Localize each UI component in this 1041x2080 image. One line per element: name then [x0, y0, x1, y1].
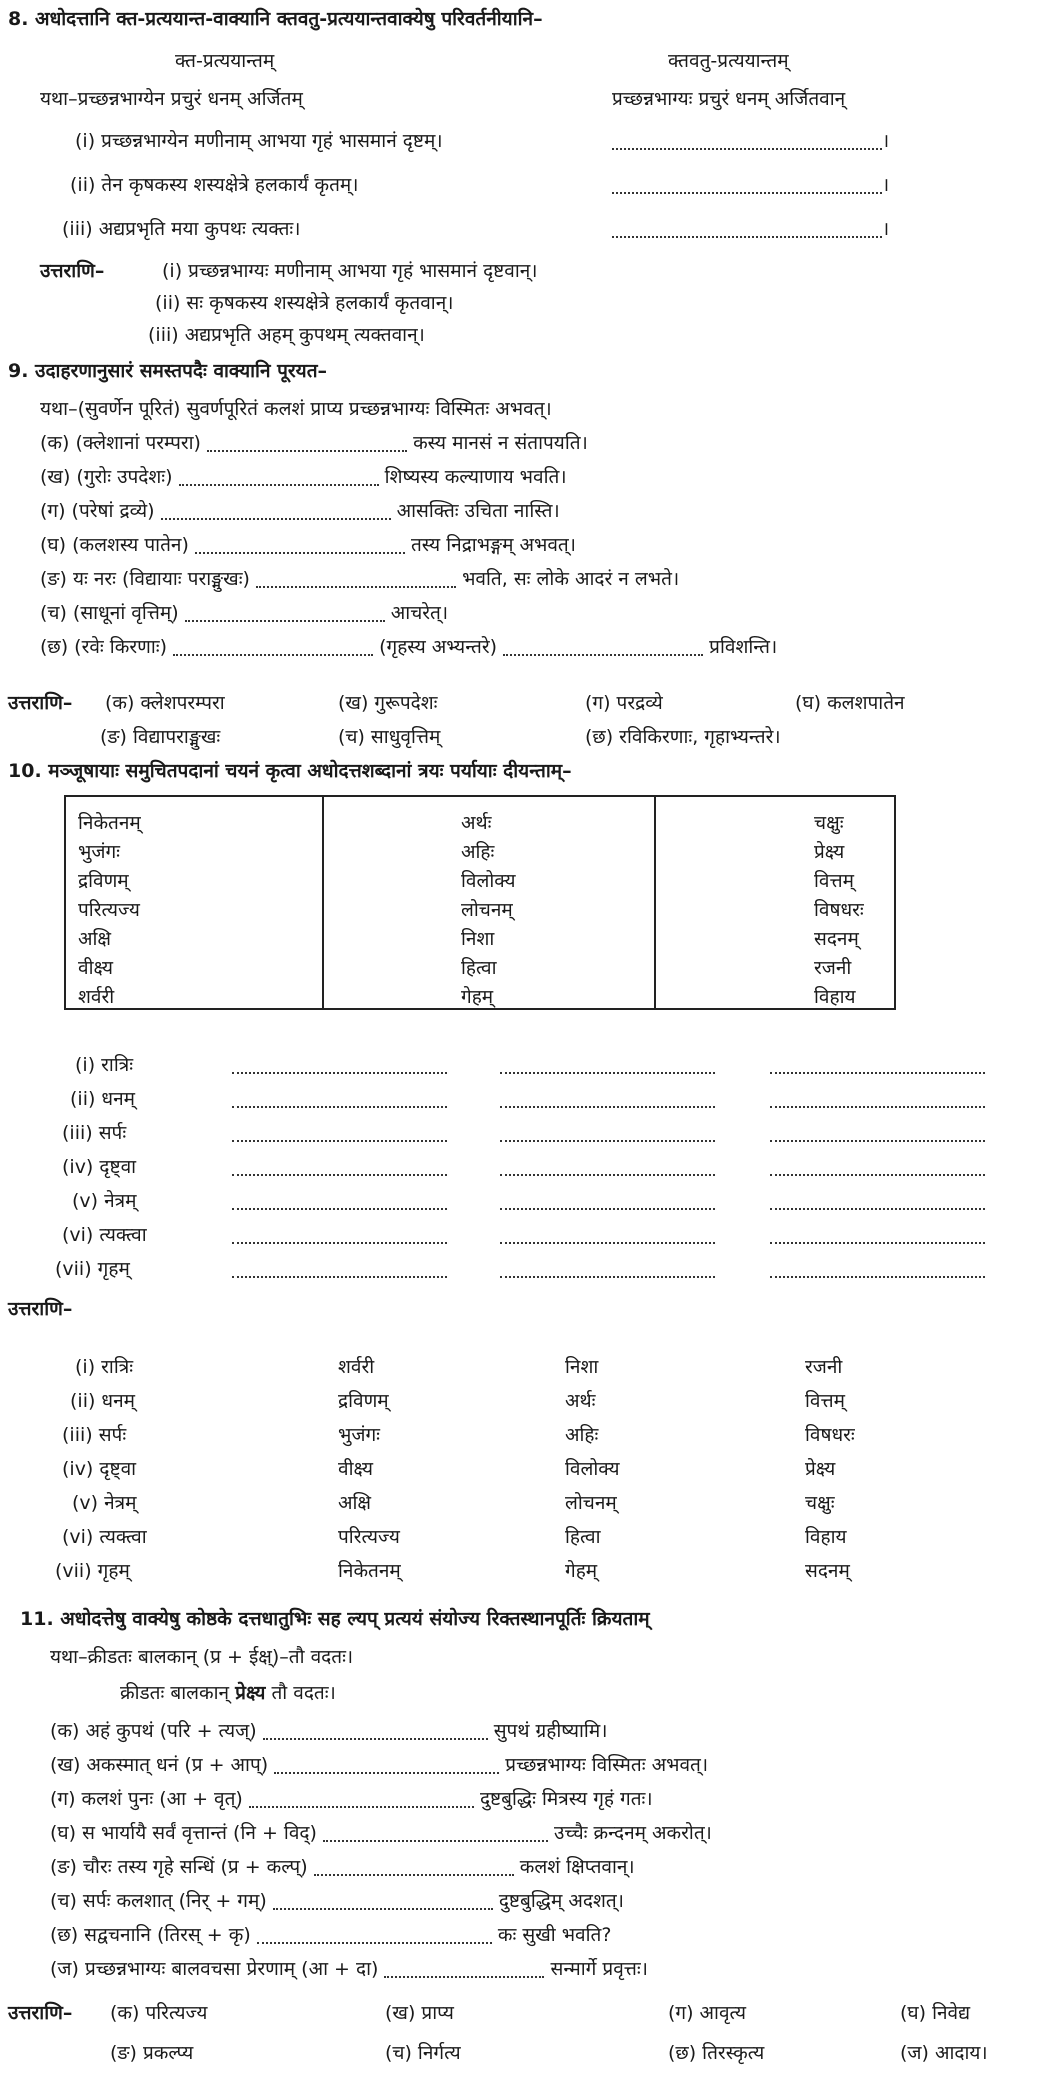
q11-item-chha: (छ) सद्वचनानि (तिरस् + कृ) कः सुखी भवति? — [50, 1924, 612, 1946]
q8-blank-2[interactable]: । — [612, 172, 889, 198]
q10-ans-6a: परित्यज्य — [338, 1526, 400, 1548]
q9-blank-chha-1[interactable] — [173, 640, 373, 656]
q11-example-2: क्रीडतः बालकान् प्रेक्ष्य तौ वदतः। — [120, 1682, 336, 1704]
box-col3-word: विहाय — [814, 986, 856, 1008]
q10-ans-word-3: (iii) सर्पः — [62, 1424, 127, 1446]
box-col3-word: वित्तम् — [814, 870, 854, 892]
q10-word-4: (iv) दृष्ट्वा — [62, 1156, 137, 1178]
q10-blank-row[interactable] — [500, 1222, 715, 1248]
q10-ans-word-5: (v) नेत्रम् — [72, 1492, 137, 1514]
q10-ans-7a: निकेतनम् — [338, 1560, 401, 1582]
q9-answer-nga: (ङ) विद्यापराङ्मुखः — [100, 726, 221, 748]
q10-blank-row[interactable] — [770, 1256, 985, 1282]
q10-ans-word-2: (ii) धनम् — [70, 1390, 136, 1412]
q8-heading: 8. अधोदत्तानि क्त-प्रत्ययान्त-वाक्यानि क्तवतु-प्रत्ययान्तवाक्येषु परिवर्तनीयानि– — [8, 8, 543, 30]
q9-item-cha: (च) (साधूनां वृत्तिम्) आचरेत्। — [40, 602, 449, 624]
word-box — [64, 795, 896, 1010]
q10-heading: 10. मञ्जूषायाः समुचितपदानां चयनं कृत्वा अधोदत्तशब्दानां त्रयः पर्यायाः दीयन्ताम्– — [8, 760, 572, 782]
box-col1-word: निकेतनम् — [78, 812, 141, 834]
q9-blank-kha[interactable] — [179, 470, 379, 486]
q11-answer-ka: (क) परित्यज्य — [110, 2002, 208, 2024]
q10-word-5: (v) नेत्रम् — [72, 1190, 137, 1212]
q9-blank-nga[interactable] — [256, 572, 456, 588]
box-col2-word: अर्थः — [461, 812, 492, 834]
q10-blank-row[interactable] — [770, 1052, 985, 1078]
q11-blank-cha[interactable] — [273, 1894, 493, 1910]
box-col1-word: परित्यज्य — [78, 899, 140, 921]
q11-blank-ja[interactable] — [384, 1962, 544, 1978]
q10-ans-4b: विलोक्य — [565, 1458, 620, 1480]
q8-col2-head: क्तवतु-प्रत्ययान्तम् — [668, 50, 789, 72]
q9-blank-chha-2[interactable] — [503, 640, 703, 656]
q10-blank-row[interactable] — [232, 1086, 447, 1112]
q11-item-kha: (ख) अकस्मात् धनं (प्र + आप्) प्रच्छन्नभाग्यः विस्मितः अभवत्। — [50, 1754, 709, 1776]
q10-blank-row[interactable] — [500, 1052, 715, 1078]
q10-ans-1c: रजनी — [805, 1356, 843, 1378]
q10-ans-word-4: (iv) दृष्ट्वा — [62, 1458, 137, 1480]
q9-blank-cha[interactable] — [185, 606, 385, 622]
q10-blank-row[interactable] — [232, 1256, 447, 1282]
q11-answers-label: उत्तराणि– — [8, 2002, 73, 2024]
q11-example-1: यथा–क्रीडतः बालकान् (प्र + ईक्ष्)–तौ वदतः। — [50, 1646, 354, 1668]
q9-item-ga: (ग) (परेषां द्रव्ये) आसक्तिः उचिता नास्ति। — [40, 500, 560, 522]
q10-blank-row[interactable] — [232, 1120, 447, 1146]
q10-ans-5c: चक्षुः — [805, 1492, 835, 1514]
q10-ans-2c: वित्तम् — [805, 1390, 845, 1412]
box-col3-word: विषधरः — [814, 899, 864, 921]
word-box-divider-2 — [654, 797, 656, 1008]
q11-answer-ga: (ग) आवृत्य — [668, 2002, 747, 2024]
q11-blank-gha[interactable] — [323, 1826, 548, 1842]
box-col1-word: द्रविणम् — [78, 870, 129, 892]
q10-ans-6c: विहाय — [805, 1526, 847, 1548]
box-col1-word: वीक्ष्य — [78, 957, 113, 979]
q8-blank-3[interactable]: । — [612, 216, 889, 242]
q8-col1-head: क्त-प्रत्ययान्तम् — [175, 50, 275, 72]
q10-ans-7b: गेहम् — [565, 1560, 598, 1582]
q11-answer-chha: (छ) तिरस्कृत्य — [668, 2042, 765, 2064]
q9-item-chha: (छ) (रवेः किरणाः) (गृहस्य अभ्यन्तरे) प्रविशन्ति। — [40, 636, 778, 658]
q10-blank-row[interactable] — [770, 1154, 985, 1180]
q8-answer-2: (ii) सः कृषकस्य शस्यक्षेत्रे हलकार्यं कृतवान्। — [155, 292, 454, 314]
q8-answer-3: (iii) अद्यप्रभृति अहम् कुपथम् त्यक्तवान्। — [148, 324, 425, 346]
q11-blank-nga[interactable] — [314, 1860, 514, 1876]
q10-word-3: (iii) सर्पः — [62, 1122, 127, 1144]
q10-ans-3c: विषधरः — [805, 1424, 855, 1446]
q9-answer-kha: (ख) गुरूपदेशः — [338, 692, 438, 714]
q11-answer-ja: (ज) आदाय। — [900, 2042, 988, 2064]
q9-blank-ga[interactable] — [161, 504, 391, 520]
q9-blank-gha[interactable] — [195, 538, 405, 554]
q8-example-left: यथा–प्रच्छन्नभाग्येन प्रचुरं धनम् अर्जितम् — [40, 88, 303, 110]
q10-answers-label: उत्तराणि– — [8, 1298, 73, 1320]
box-col2-word: लोचनम् — [461, 899, 513, 921]
q11-item-ka: (क) अहं कुपथं (परि + त्यज्) सुपथं ग्रहीष्यामि। — [50, 1720, 608, 1742]
q9-answer-cha: (च) साधुवृत्तिम् — [338, 726, 441, 748]
q9-item-gha: (घ) (कलशस्य पातेन) तस्य निद्राभङ्गम् अभवत्। — [40, 534, 576, 556]
q9-item-kha: (ख) (गुरोः उपदेशः) शिष्यस्य कल्याणाय भवति। — [40, 466, 567, 488]
q10-blank-row[interactable] — [500, 1256, 715, 1282]
box-col1-word: अक्षि — [78, 928, 112, 950]
q10-ans-1b: निशा — [565, 1356, 599, 1378]
q11-item-gha: (घ) स भार्यायै सर्वं वृत्तान्तं (नि + विद्) उच्चैः क्रन्दनम् अकरोत्। — [50, 1822, 712, 1844]
q11-answer-kha: (ख) प्राप्य — [385, 2002, 454, 2024]
q11-item-nga: (ङ) चौरः तस्य गृहे सन्धिं (प्र + कल्प्) कलशं क्षिप्तवान्। — [50, 1856, 635, 1878]
q8-example-right: प्रच्छन्नभाग्यः प्रचुरं धनम् अर्जितवान् — [612, 88, 846, 110]
q9-item-ka: (क) (क्लेशानां परम्परा) कस्य मानसं न संतापयति। — [40, 432, 588, 454]
box-col3-word: सदनम् — [814, 928, 859, 950]
q11-heading: 11. अधोदत्तेषु वाक्येषु कोष्ठके दत्तधातुभिः सह ल्यप् प्रत्ययं संयोज्य रिक्तस्थानपूर्तिः क्रियताम् — [20, 1608, 650, 1630]
q10-blank-row[interactable] — [500, 1086, 715, 1112]
q10-ans-word-1: (i) रात्रिः — [75, 1356, 134, 1378]
q9-item-nga: (ङ) यः नरः (विद्यायाः पराङ्मुखः) भवति, सः लोके आदरं न लभते। — [40, 568, 680, 590]
box-col2-word: निशा — [461, 928, 495, 950]
q10-blank-row[interactable] — [770, 1086, 985, 1112]
q11-item-ja: (ज) प्रच्छन्नभाग्यः बालवचसा प्रेरणाम् (आ + दा) सन्मार्गे प्रवृत्तः। — [50, 1958, 648, 1980]
q8-blank-1[interactable]: । — [612, 128, 889, 154]
q10-blank-row[interactable] — [232, 1188, 447, 1214]
q9-example: यथा–(सुवर्णेन पूरितं) सुवर्णपूरितं कलशं प्राप्य प्रच्छन्नभाग्यः विस्मितः अभवत्। — [40, 398, 552, 420]
q11-answer-nga: (ङ) प्रकल्प्य — [110, 2042, 194, 2064]
q10-blank-row[interactable] — [232, 1052, 447, 1078]
q11-blank-kha[interactable] — [274, 1758, 499, 1774]
q10-ans-2a: द्रविणम् — [338, 1390, 389, 1412]
q10-word-1: (i) रात्रिः — [75, 1054, 134, 1076]
q10-ans-word-6: (vi) त्यक्त्वा — [62, 1526, 147, 1548]
box-col2-word: हित्वा — [461, 957, 497, 979]
q10-ans-5b: लोचनम् — [565, 1492, 617, 1514]
box-col2-word: विलोक्य — [461, 870, 516, 892]
box-col3-word: रजनी — [814, 957, 852, 979]
q10-ans-5a: अक्षि — [338, 1492, 372, 1514]
q8-item-2: (ii) तेन कृषकस्य शस्यक्षेत्रे हलकार्यं कृतम्। — [70, 174, 359, 196]
q10-ans-4c: प्रेक्ष्य — [805, 1458, 836, 1480]
box-col1-word: शर्वरी — [78, 986, 115, 1008]
q11-answer-cha: (च) निर्गत्य — [385, 2042, 461, 2064]
q10-ans-2b: अर्थः — [565, 1390, 596, 1412]
q11-item-ga: (ग) कलशं पुनः (आ + वृत्) दुष्टबुद्धिः मित्रस्य गृहं गतः। — [50, 1788, 653, 1810]
q10-ans-4a: वीक्ष्य — [338, 1458, 373, 1480]
q10-word-2: (ii) धनम् — [70, 1088, 136, 1110]
q10-blank-row[interactable] — [500, 1154, 715, 1180]
q11-item-cha: (च) सर्पः कलशात् (निर् + गम्) दुष्टबुद्धिम् अदशत्। — [50, 1890, 624, 1912]
q9-answer-ka: (क) क्लेशपरम्परा — [105, 692, 225, 714]
q10-blank-row[interactable] — [500, 1120, 715, 1146]
q10-ans-6b: हित्वा — [565, 1526, 601, 1548]
q10-blank-row[interactable] — [500, 1188, 715, 1214]
q11-blank-chha[interactable] — [257, 1928, 492, 1944]
box-col3-word: चक्षुः — [814, 812, 844, 834]
box-col1-word: भुजंगः — [78, 841, 120, 863]
q10-blank-row[interactable] — [770, 1120, 985, 1146]
q8-answer-1: (i) प्रच्छन्नभाग्यः मणीनाम् आभया गृहं भासमानं दृष्टवान्। — [162, 260, 538, 282]
q9-heading: 9. उदाहरणानुसारं समस्तपदैः वाक्यानि पूरयत– — [8, 360, 328, 382]
q8-item-3: (iii) अद्यप्रभृति मया कुपथः त्यक्तः। — [62, 218, 301, 240]
box-col2-word: अहिः — [461, 841, 495, 863]
example-answer-word: प्रेक्ष्य — [235, 1682, 266, 1704]
q10-blank-row[interactable] — [770, 1222, 985, 1248]
q10-blank-row[interactable] — [770, 1188, 985, 1214]
q10-blank-row[interactable] — [232, 1222, 447, 1248]
q11-blank-ka[interactable] — [263, 1724, 488, 1740]
q9-answer-gha: (घ) कलशपातेन — [795, 692, 905, 714]
word-box-divider-1 — [322, 797, 324, 1008]
q10-ans-word-7: (vii) गृहम् — [55, 1560, 130, 1582]
q10-ans-7c: सदनम् — [805, 1560, 850, 1582]
q10-ans-3a: भुजंगः — [338, 1424, 380, 1446]
q10-word-6: (vi) त्यक्त्वा — [62, 1224, 147, 1246]
q8-answers-label: उत्तराणि– — [40, 260, 105, 282]
q11-answer-gha: (घ) निवेद्य — [900, 2002, 971, 2024]
q9-answers-label: उत्तराणि– — [8, 692, 73, 714]
box-col3-word: प्रेक्ष्य — [814, 841, 845, 863]
q9-blank-ka[interactable] — [207, 436, 407, 452]
box-col2-word: गेहम् — [461, 986, 494, 1008]
q9-answer-chha: (छ) रविकिरणाः, गृहाभ्यन्तरे। — [585, 726, 781, 748]
q9-answer-ga: (ग) परद्रव्ये — [585, 692, 663, 714]
q8-item-1: (i) प्रच्छन्नभाग्येन मणीनाम् आभया गृहं भासमानं दृष्टम्। — [75, 130, 443, 152]
q11-blank-ga[interactable] — [249, 1792, 474, 1808]
q10-word-7: (vii) गृहम् — [55, 1258, 130, 1280]
q10-ans-1a: शर्वरी — [338, 1356, 375, 1378]
q10-ans-3b: अहिः — [565, 1424, 599, 1446]
q10-blank-row[interactable] — [232, 1154, 447, 1180]
